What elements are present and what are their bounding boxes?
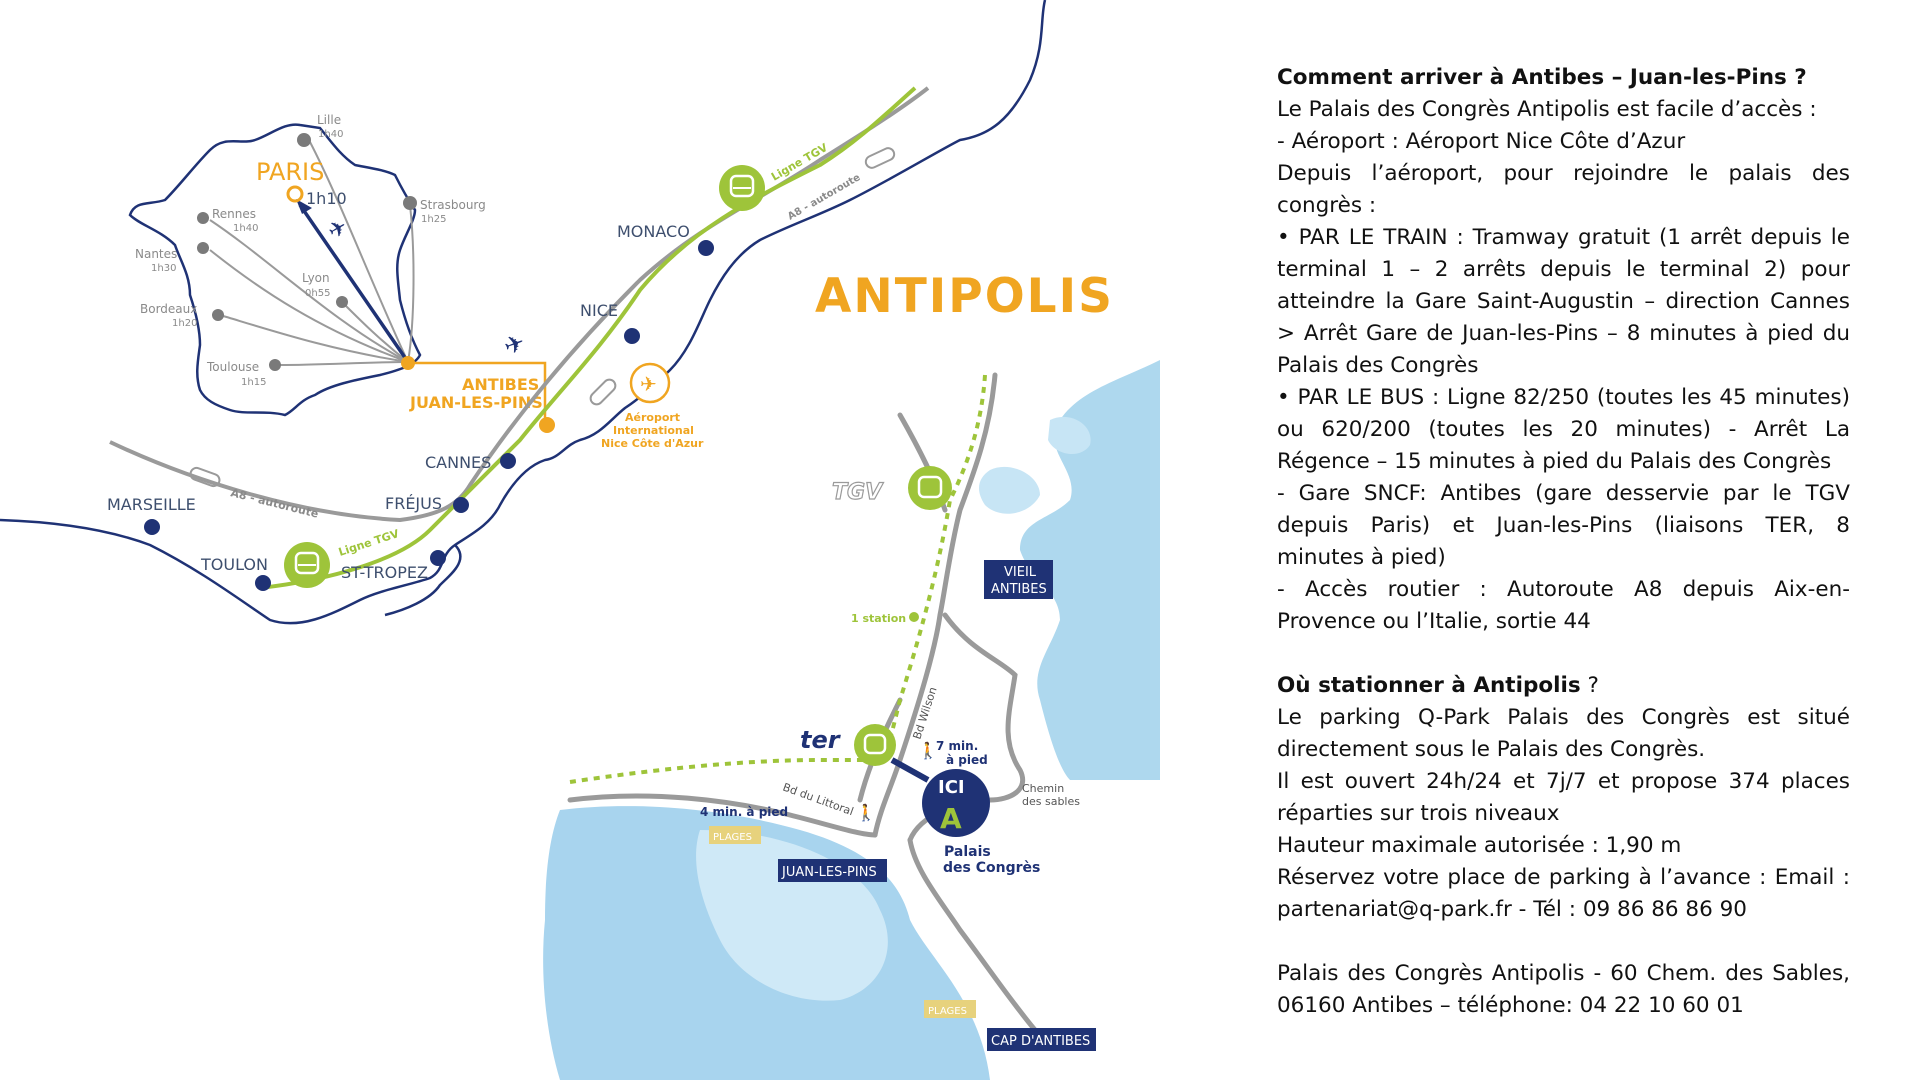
label-palais-1: Palais <box>944 844 991 860</box>
label-chemin-1: Chemin <box>1022 782 1065 795</box>
label-a8-north: A8 - autoroute <box>786 172 863 223</box>
label-strasbourg: Strasbourg <box>420 198 486 212</box>
access-train: • PAR LE TRAIN : Tramway gratuit (1 arrêt depuis le terminal 1 – 2 arrêts depuis le terminal 2) pour atteindre la Gare Saint-Augustin – direction Cannes > Arrêt Gare de Juan-les-Pins – 8 minutes à pied du Palais des Congrès <box>1277 225 1850 378</box>
label-toulouse-time: 1h15 <box>241 377 267 388</box>
label-a8-south: A8 - autoroute <box>229 486 320 521</box>
dot-antibes-coast <box>539 417 555 433</box>
label-antibes: ANTIBES <box>462 375 540 394</box>
dot-toulon <box>255 575 271 591</box>
dot-lyon <box>336 296 348 308</box>
parking-hours: Il est ouvert 24h/24 et 7j/7 et propose 374 places réparties sur trois niveaux <box>1277 769 1850 826</box>
label-walk-4: 4 min. à pied <box>700 805 789 819</box>
dot-bordeaux <box>212 309 224 321</box>
label-bd-littoral: Bd du Littoral <box>780 780 856 819</box>
dot-st-tropez <box>430 550 446 566</box>
label-monaco: MONACO <box>617 222 690 241</box>
walker-icon: 🚶 <box>918 741 938 760</box>
label-lille-time: 1h40 <box>318 129 344 140</box>
label-bordeaux-time: 1h20 <box>172 318 198 329</box>
walker-icon: 🚶 <box>856 803 876 822</box>
label-lille: Lille <box>317 113 342 127</box>
label-rennes: Rennes <box>212 207 257 221</box>
dot-antibes-france <box>401 356 415 370</box>
access-road: - Accès routier : Autoroute A8 depuis Aix-en-Provence ou l’Italie, sortie 44 <box>1277 577 1850 634</box>
label-walk-7-2: à pied <box>946 753 988 767</box>
parking-height: Hauteur maximale autorisée : 1,90 m <box>1277 833 1682 858</box>
label-toulon: TOULON <box>201 555 268 574</box>
dot-lille <box>297 133 311 147</box>
heading-parking: Où stationner à Antipolis <box>1277 673 1581 698</box>
label-airport-3: Nice Côte d'Azur <box>601 437 704 450</box>
train-station-icon <box>719 165 765 211</box>
label-nantes: Nantes <box>135 247 178 261</box>
label-strasbourg-time: 1h25 <box>421 214 447 225</box>
label-ter: ter <box>800 726 840 754</box>
label-paris-time: 1h10 <box>306 189 347 208</box>
dot-marseille <box>144 519 160 535</box>
label-cap-antibes: CAP D'ANTIBES <box>991 1034 1091 1049</box>
plane-icon: ✈ <box>323 214 353 246</box>
label-bd-wilson: Bd Wilson <box>910 685 940 741</box>
access-sncf: - Gare SNCF: Antibes (gare desservie par le TGV depuis Paris) et Juan-les-Pins (liaisons TER, 8 minutes à pied) <box>1277 481 1850 570</box>
venue-address: Palais des Congrès Antipolis - 60 Chem. des Sables, 06160 Antibes – téléphone: 04 22 10 60 01 <box>1277 961 1850 1018</box>
label-nantes-time: 1h30 <box>151 263 177 274</box>
tgv-station-icon <box>908 466 952 510</box>
label-ici: ICI <box>938 777 965 798</box>
label-frejus: FRÉJUS <box>385 494 443 513</box>
dot-nantes <box>197 242 209 254</box>
label-paris: PARIS <box>256 158 325 186</box>
map-title: ANTIPOLIS <box>815 269 1114 324</box>
dot-paris <box>288 187 302 201</box>
dot-monaco <box>698 240 714 256</box>
access-from-airport: Depuis l’aéroport, pour rejoindre le palais des congrès : <box>1277 161 1850 218</box>
car-icon <box>189 146 896 488</box>
access-intro: Le Palais des Congrès Antipolis est facile d’accès : <box>1277 97 1817 122</box>
svg-text:✈: ✈ <box>640 372 657 396</box>
label-marseille: MARSEILLE <box>107 495 196 514</box>
dot-cannes <box>500 453 516 469</box>
access-info-panel <box>1277 62 1850 1022</box>
label-st-tropez: ST-TROPEZ <box>341 563 428 582</box>
coastal-rail <box>570 760 875 782</box>
airport-icon <box>631 364 669 402</box>
dot-toulouse <box>269 359 281 371</box>
label-juan-les-pins: JUAN-LES-PINS <box>782 865 877 880</box>
station-stop <box>909 612 919 622</box>
label-plages: PLAGES <box>713 832 752 843</box>
train-station-icon <box>284 542 330 588</box>
access-bus: • PAR LE BUS : Ligne 82/250 (toutes les 45 minutes) ou 620/200 (toutes les 20 minutes) - Arrêt La Régence – 15 minutes à pied du Palais des Congrès <box>1277 385 1850 474</box>
plane-icon: ✈ <box>500 328 529 362</box>
label-lyon: Lyon <box>302 271 330 285</box>
label-rennes-time: 1h40 <box>233 223 259 234</box>
label-ligne-tgv: Ligne TGV <box>769 140 830 184</box>
label-airport-1: Aéroport <box>625 411 681 424</box>
label-walk-7-1: 7 min. <box>936 739 979 753</box>
label-lyon-time: 0h55 <box>305 288 331 299</box>
label-nice: NICE <box>580 301 618 320</box>
label-toulouse: Toulouse <box>207 360 260 374</box>
label-antibes-box: ANTIBES <box>991 582 1047 597</box>
heading-parking-suffix: ? <box>1580 673 1599 698</box>
access-airport: - Aéroport : Aéroport Nice Côte d’Azur <box>1277 129 1686 154</box>
dot-nice <box>624 328 640 344</box>
label-plages-cap: PLAGES <box>928 1006 967 1017</box>
parking-reservation: Réservez votre place de parking à l’avance : Email : partenariat@q-park.fr - Tél : 09 86 86 86 90 <box>1277 865 1850 922</box>
ici-logo-letter: A <box>940 802 962 835</box>
label-bordeaux: Bordeaux <box>140 302 198 316</box>
label-ligne-tgv-south: Ligne TGV <box>336 527 401 559</box>
heading-access: Comment arriver à Antibes – Juan-les-Pins ? <box>1277 65 1807 90</box>
dot-frejus <box>453 497 469 513</box>
label-juan-les-pins-france: JUAN-LES-PINS <box>410 393 543 412</box>
label-chemin-2: des sables <box>1022 795 1080 808</box>
label-one-station: 1 station <box>851 612 907 625</box>
parking-location: Le parking Q-Park Palais des Congrès est situé directement sous le Palais des Congrès. <box>1277 705 1850 762</box>
label-vieil: VIEIL <box>1004 565 1037 580</box>
label-tgv: TGV <box>832 480 883 505</box>
label-palais-2: des Congrès <box>943 860 1041 876</box>
dot-strasbourg <box>403 196 417 210</box>
dot-rennes <box>197 212 209 224</box>
label-airport-2: International <box>613 424 694 437</box>
ter-station-icon <box>854 724 896 766</box>
label-cannes: CANNES <box>425 453 492 472</box>
